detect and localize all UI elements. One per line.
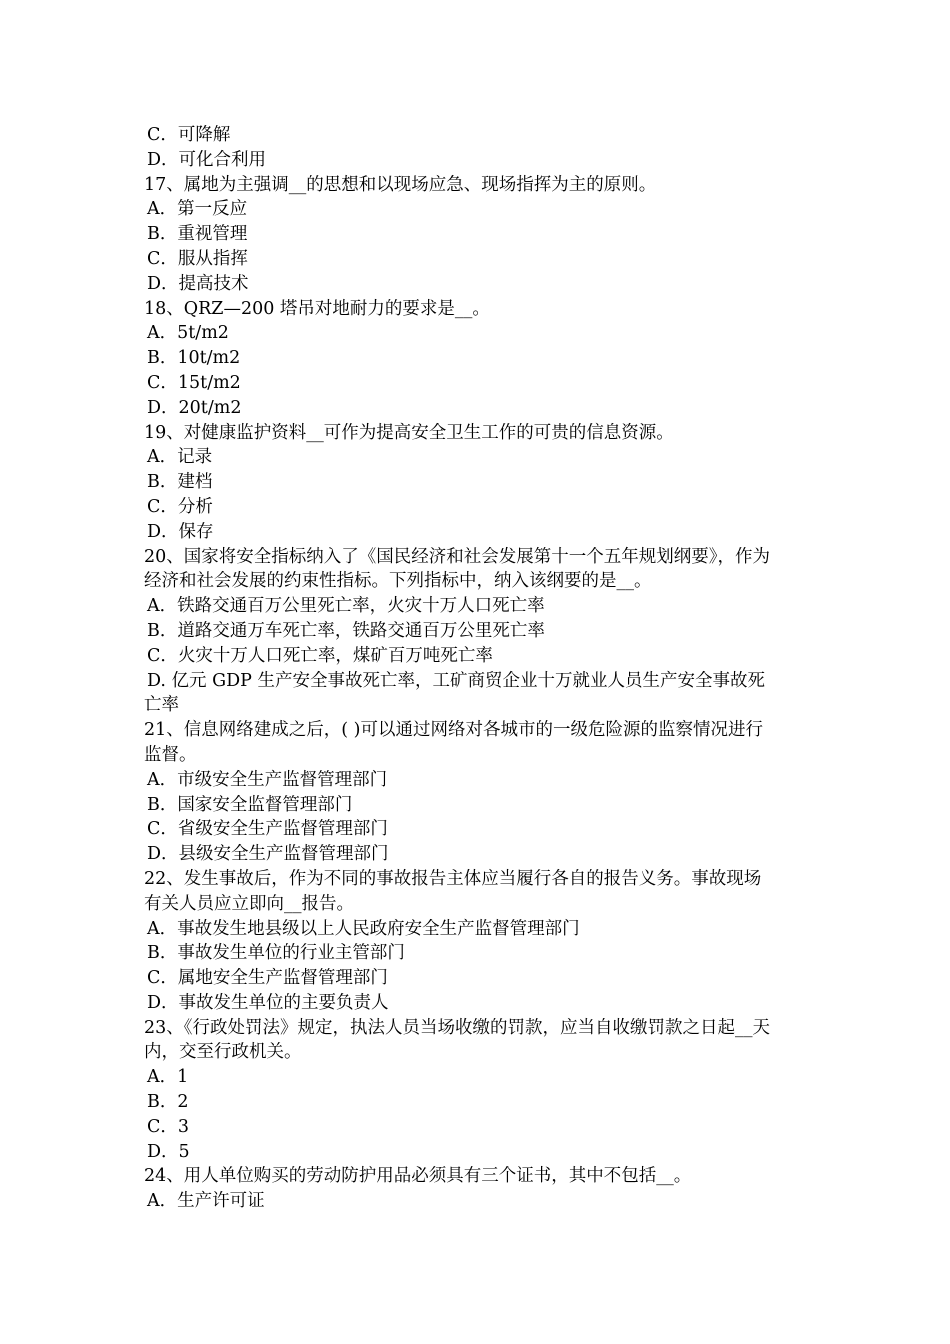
answer-option-line: C．可降解 <box>147 125 231 145</box>
question-text-line: 亡率 <box>144 695 179 716</box>
answer-option-line: B．事故发生单位的行业主管部门 <box>147 943 405 964</box>
question-text-line: 有关人员应立即向__报告。 <box>144 893 354 914</box>
question-text-line: 18、QRZ—200 塔吊对地耐力的要求是__。 <box>144 298 490 319</box>
question-text-line: 21、信息网络建成之后，( )可以通过网络对各城市的一级危险源的监察情况进行 <box>144 720 763 741</box>
question-text-line: 20、国家将安全指标纳入了《国民经济和社会发展第十一个五年规划纲要》，作为 <box>144 546 771 567</box>
answer-option-line: B．国家安全监督管理部门 <box>147 794 353 815</box>
answer-option-line: C．属地安全生产监督管理部门 <box>147 968 388 989</box>
answer-option-line: C．服从指挥 <box>147 248 248 269</box>
answer-option-line: D．可化合利用 <box>147 149 267 170</box>
answer-option-line: D．提高技术 <box>147 273 249 294</box>
exam-text-body <box>144 123 812 1214</box>
answer-option-line: D．5 <box>147 1141 190 1162</box>
question-text-line: 23、《行政处罚法》规定，执法人员当场收缴的罚款，应当自收缴罚款之日起__天 <box>144 1017 771 1038</box>
question-text-line: 内，交至行政机关。 <box>144 1042 302 1063</box>
answer-option-line: C．火灾十万人口死亡率，煤矿百万吨死亡率 <box>147 645 493 666</box>
answer-option-line: C．15t/m2 <box>147 372 241 393</box>
question-text-line: 监督。 <box>144 744 197 765</box>
answer-option-line: A．铁路交通百万公里死亡率，火灾十万人口死亡率 <box>147 596 545 617</box>
answer-option-line: B．重视管理 <box>147 224 248 245</box>
answer-option-line: D. 亿元 GDP 生产安全事故死亡率，工矿商贸企业十万就业人员生产安全事故死 <box>147 670 765 691</box>
answer-option-line: C．省级安全生产监督管理部门 <box>147 819 388 840</box>
answer-option-line: A．记录 <box>147 447 213 468</box>
answer-option-line: A．事故发生地县级以上人民政府安全生产监督管理部门 <box>147 918 580 939</box>
answer-option-line: C．3 <box>147 1116 190 1137</box>
answer-option-line: D．20t/m2 <box>147 397 242 418</box>
question-text-line: 经济和社会发展的约束性指标。下列指标中，纳入该纲要的是__。 <box>144 571 652 592</box>
answer-option-line: B．2 <box>147 1092 189 1113</box>
answer-option-line: B．10t/m2 <box>147 348 241 369</box>
answer-option-line: B．道路交通万车死亡率，铁路交通百万公里死亡率 <box>147 620 545 641</box>
answer-option-line: A．5t/m2 <box>147 323 229 344</box>
answer-option-line: D．县级安全生产监督管理部门 <box>147 844 389 865</box>
answer-option-line: A．市级安全生产监督管理部门 <box>147 769 388 790</box>
answer-option-line: A．1 <box>147 1067 189 1088</box>
question-text-line: 24、用人单位购买的劳动防护用品必须具有三个证书，其中不包括__。 <box>144 1166 692 1187</box>
answer-option-line: A．生产许可证 <box>147 1191 265 1212</box>
question-text-line: 19、对健康监护资料__可作为提高安全卫生工作的可贵的信息资源。 <box>144 422 674 443</box>
answer-option-line: D．事故发生单位的主要负责人 <box>147 992 389 1013</box>
answer-option-line: A．第一反应 <box>147 199 248 220</box>
question-text-line: 22、发生事故后，作为不同的事故报告主体应当履行各自的报告义务。事故现场 <box>144 868 762 889</box>
answer-option-line: B．建档 <box>147 472 213 493</box>
answer-option-line: C．分析 <box>147 496 213 517</box>
question-text-line: 17、属地为主强调__的思想和以现场应急、现场指挥为主的原则。 <box>144 174 657 195</box>
answer-option-line: D．保存 <box>147 521 214 542</box>
